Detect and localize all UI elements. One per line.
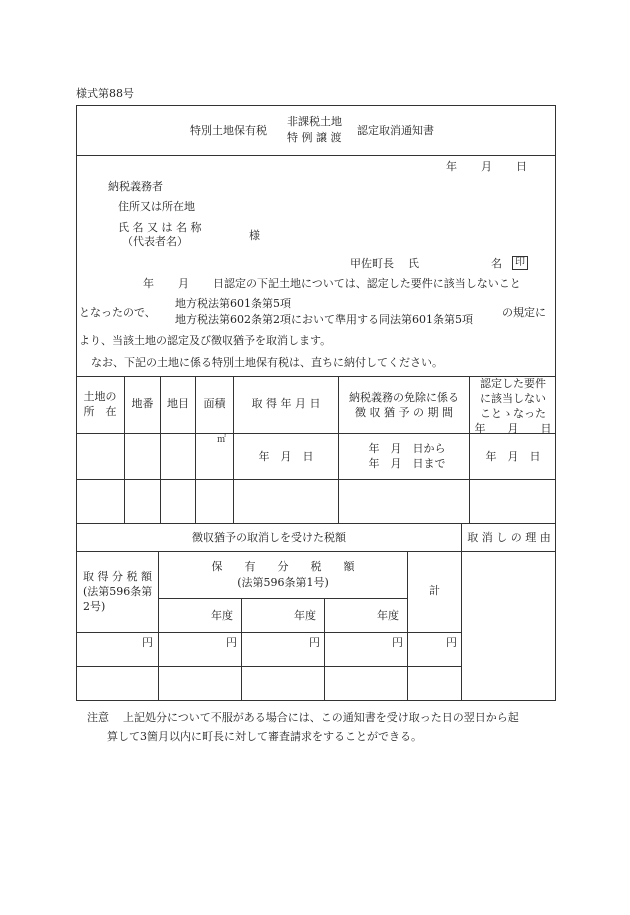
table1-bottom bbox=[76, 523, 556, 524]
issuer-title: 甲佐町長 bbox=[350, 257, 394, 270]
yen-fy3: 円 bbox=[392, 636, 403, 649]
header-acquired-date: 取 得 年 月 日 bbox=[251, 397, 321, 410]
table2-col1 bbox=[158, 551, 159, 701]
body-month: 月 bbox=[178, 277, 189, 290]
table2-col-total bbox=[407, 551, 408, 701]
header-category: 地目 bbox=[167, 397, 189, 410]
honorific: 様 bbox=[249, 229, 260, 242]
holding-tax-law: (法第596条第1号) bbox=[237, 576, 329, 589]
title-suffix: 認定取消通知書 bbox=[357, 124, 434, 137]
name-label: 氏 名 又 は 名 称 bbox=[118, 221, 202, 234]
table2-hold-divider bbox=[158, 598, 407, 599]
header-deferral-period: 納税義務の免除に係る 徴 収 猶 予 の 期 間 bbox=[349, 391, 459, 419]
note-text: 上記処分について不服がある場合には、この通知書を受け取った日の翌日から起 bbox=[123, 711, 519, 724]
table1-row1-bottom bbox=[76, 479, 556, 480]
header-lot: 地番 bbox=[131, 397, 154, 410]
requirement-date-value: 年 月 日 bbox=[485, 450, 541, 463]
seal-mark: 印 bbox=[512, 256, 528, 270]
header-area: 面積 bbox=[203, 397, 226, 410]
table2-header-left: 徴収猶予の取消しを受けた税額 bbox=[192, 531, 346, 544]
body-line1: 日認定の下記土地については、認定した要件に該当しないこと bbox=[213, 277, 521, 290]
yen-fy2: 円 bbox=[309, 636, 320, 649]
body-line2-prefix: となったので、 bbox=[79, 306, 156, 319]
fiscal-year-1: 年度 bbox=[211, 609, 233, 622]
yen-total: 円 bbox=[446, 636, 457, 649]
deferral-period-value: 年 月 日から 年 月 日まで bbox=[368, 442, 446, 470]
fiscal-year-3: 年度 bbox=[377, 609, 399, 622]
note-label: 注意 bbox=[87, 711, 109, 724]
law-option-2: 地方税法第602条第2項において準用する同法第601条第5項 bbox=[175, 313, 473, 326]
title-option-special-transfer: 特 例 譲 渡 bbox=[287, 131, 342, 144]
law-option-1: 地方税法第601条第5項 bbox=[175, 297, 291, 310]
date-year: 年 bbox=[446, 160, 457, 173]
form-number: 様式第88号 bbox=[76, 87, 134, 100]
table2-row1-top bbox=[76, 632, 461, 633]
title-divider bbox=[76, 155, 556, 156]
date-month: 月 bbox=[481, 160, 492, 173]
holding-tax-label: 保 有 分 税 額 bbox=[211, 560, 355, 573]
acquisition-tax-label: 取 得 分 税 額 (法第596条第 2号) bbox=[83, 570, 153, 613]
acquired-date-value: 年 月 日 bbox=[258, 450, 314, 463]
table2-reason-divider bbox=[461, 523, 462, 701]
table2-row2-top bbox=[76, 666, 461, 667]
taxpayer-label: 納税義務者 bbox=[108, 180, 163, 193]
issuer-mei: 名 bbox=[491, 257, 502, 270]
body-line4: なお、下記の土地に係る特別土地保有税は、直ちに納付してください。 bbox=[91, 356, 443, 369]
issuer-shi: 氏 bbox=[408, 257, 419, 270]
yen-acquisition: 円 bbox=[142, 636, 153, 649]
table2-col3 bbox=[324, 598, 325, 701]
body-line3: より、当該土地の認定及び徴収猶予を取消します。 bbox=[79, 334, 332, 347]
table2-header-reason: 取 消 し の 理 由 bbox=[467, 531, 551, 544]
header-location: 土地の 所 在 bbox=[83, 390, 117, 418]
body-line2-suffix: の規定に bbox=[502, 306, 546, 319]
title-prefix: 特別土地保有税 bbox=[190, 124, 267, 137]
total-label: 計 bbox=[429, 584, 440, 597]
area-unit: ㎡ bbox=[217, 435, 227, 445]
note-text-cont: 算して3箇月以内に町長に対して審査請求をすることができる。 bbox=[107, 730, 422, 743]
body-year: 年 bbox=[143, 277, 154, 290]
title-option-nontaxable: 非課税土地 bbox=[287, 115, 342, 128]
table2-header-bottom bbox=[76, 551, 556, 552]
address-label: 住所又は所在地 bbox=[118, 200, 195, 213]
header-requirement-not-met: 認定した要件 に該当しない ことゝなった 年 月 日 bbox=[474, 377, 552, 435]
yen-fy1: 円 bbox=[226, 636, 237, 649]
representative-label: （代表者名） bbox=[122, 235, 188, 248]
fiscal-year-2: 年度 bbox=[294, 609, 316, 622]
date-day: 日 bbox=[516, 160, 527, 173]
table2-col2 bbox=[241, 598, 242, 701]
